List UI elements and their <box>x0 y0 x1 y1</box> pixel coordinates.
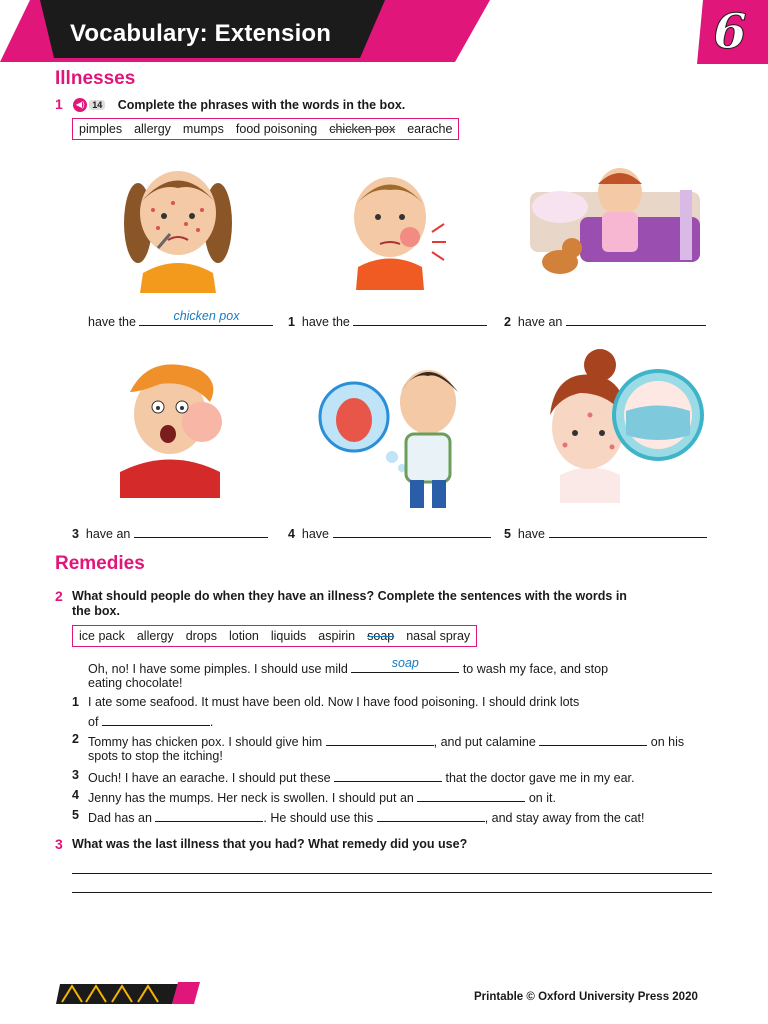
remedy-example: Oh, no! I have some pimples. I should use mild soap to wash my face, and stop <box>88 656 609 676</box>
remedy-sentence-5: Dad has an . He should use this , and stay away from the cat! <box>88 808 645 825</box>
remedy-sentence-4: Jenny has the mumps. Her neck is swollen. I should put an on it. <box>88 788 556 805</box>
girl-chicken-pox-illustration <box>118 158 238 293</box>
exercise-1-header <box>55 96 405 114</box>
word-box-illnesses <box>72 118 459 140</box>
girl-pimples-illustration <box>520 345 710 505</box>
word-box-item: nasal spray <box>406 629 471 643</box>
remedy-sentence-1-line2: of . <box>88 712 213 729</box>
answer-blank[interactable] <box>155 808 263 822</box>
word-box-item: mumps <box>182 122 224 136</box>
answer-blank[interactable] <box>377 808 485 822</box>
illness-item-2: 2 have an <box>504 312 706 329</box>
answer-blank[interactable] <box>539 732 647 746</box>
sentence-number: 1 <box>72 695 79 709</box>
link-it-logo <box>56 980 202 1006</box>
word-box-item: ice pack <box>79 629 125 643</box>
answer-blank[interactable] <box>417 788 525 802</box>
copyright: Printable © Oxford University Press 2020 <box>474 991 698 1003</box>
word-box-item: allergy <box>136 629 174 643</box>
answer-blank[interactable] <box>353 312 487 326</box>
word-box-remedies <box>72 625 477 647</box>
remedy-sentence-2: Tommy has chicken pox. I should give him , and put calamine on his <box>88 732 684 749</box>
word-box-item: aspirin <box>318 629 356 643</box>
word-box-item-used: soap <box>367 629 395 643</box>
word-box-item: lotion <box>228 629 259 643</box>
illness-item-1: 1 have the <box>288 312 487 329</box>
answer-blank[interactable] <box>334 768 442 782</box>
audio-track-number: 14 <box>89 100 105 110</box>
illness-item-example: have the chicken pox <box>88 312 273 329</box>
illness-item-5: 5 have <box>504 524 707 541</box>
word-box-item: pimples <box>79 122 123 136</box>
answer-text: chicken pox <box>173 309 240 323</box>
section-heading-illnesses: Illnesses <box>55 68 136 89</box>
boy-earache-illustration <box>340 162 455 292</box>
section-heading-remedies: Remedies <box>55 553 145 574</box>
answer-blank[interactable] <box>566 312 706 326</box>
answer-blank[interactable] <box>326 732 434 746</box>
answer-blank[interactable] <box>102 712 210 726</box>
word-box-item: drops <box>185 629 217 643</box>
sentence-number: 3 <box>72 768 79 782</box>
exercise-number: 2 <box>55 588 63 604</box>
answer-blank[interactable] <box>351 656 459 673</box>
audio-icon[interactable]: ◀) <box>73 98 87 112</box>
sentence-number: 2 <box>72 732 79 746</box>
boy-mumps-illustration <box>110 352 240 500</box>
exercise-number: 3 <box>55 836 63 852</box>
exercise-2-instruction-line2: the box. <box>72 604 120 618</box>
exercise-number: 1 <box>55 96 63 112</box>
word-box-item-used: chicken pox <box>329 122 396 136</box>
page-title: Vocabulary: Extension <box>70 20 332 47</box>
illness-item-3: 3 have an <box>72 524 268 541</box>
unit-number: 6 <box>713 4 747 60</box>
remedy-sentence-2-line2: spots to stop the itching! <box>88 749 223 763</box>
word-box-item: liquids <box>270 629 307 643</box>
answer-writing-line[interactable] <box>72 873 712 874</box>
illness-item-4: 4 have <box>288 524 491 541</box>
answer-writing-line[interactable] <box>72 892 712 893</box>
exercise-3-question: What was the last illness that you had? What remedy did you use? <box>72 837 468 851</box>
girl-allergy-bed-illustration <box>520 162 710 287</box>
answer-blank[interactable] <box>549 524 707 538</box>
remedy-example-line2: eating chocolate! <box>88 676 183 690</box>
word-box-item: food poisoning <box>235 122 318 136</box>
answer-blank[interactable] <box>134 524 268 538</box>
remedy-sentence-1: I ate some seafood. It must have been old. Now I have food poisoning. I should drink lots <box>88 695 580 709</box>
remedy-sentence-3: Ouch! I have an earache. I should put these that the doctor gave me in my ear. <box>88 768 635 785</box>
sentence-number: 4 <box>72 788 79 802</box>
exercise-1-instruction: Complete the phrases with the words in the box. <box>117 98 406 112</box>
answer-blank[interactable] <box>333 524 491 538</box>
word-box-item: earache <box>407 122 453 136</box>
answer-text: soap <box>391 656 419 670</box>
sentence-number: 5 <box>72 808 79 822</box>
exercise-2-instruction-line1: What should people do when they have an illness? Complete the sentences with the words in <box>72 589 627 603</box>
word-box-item: allergy <box>134 122 171 136</box>
boy-food-poisoning-illustration <box>318 342 488 512</box>
